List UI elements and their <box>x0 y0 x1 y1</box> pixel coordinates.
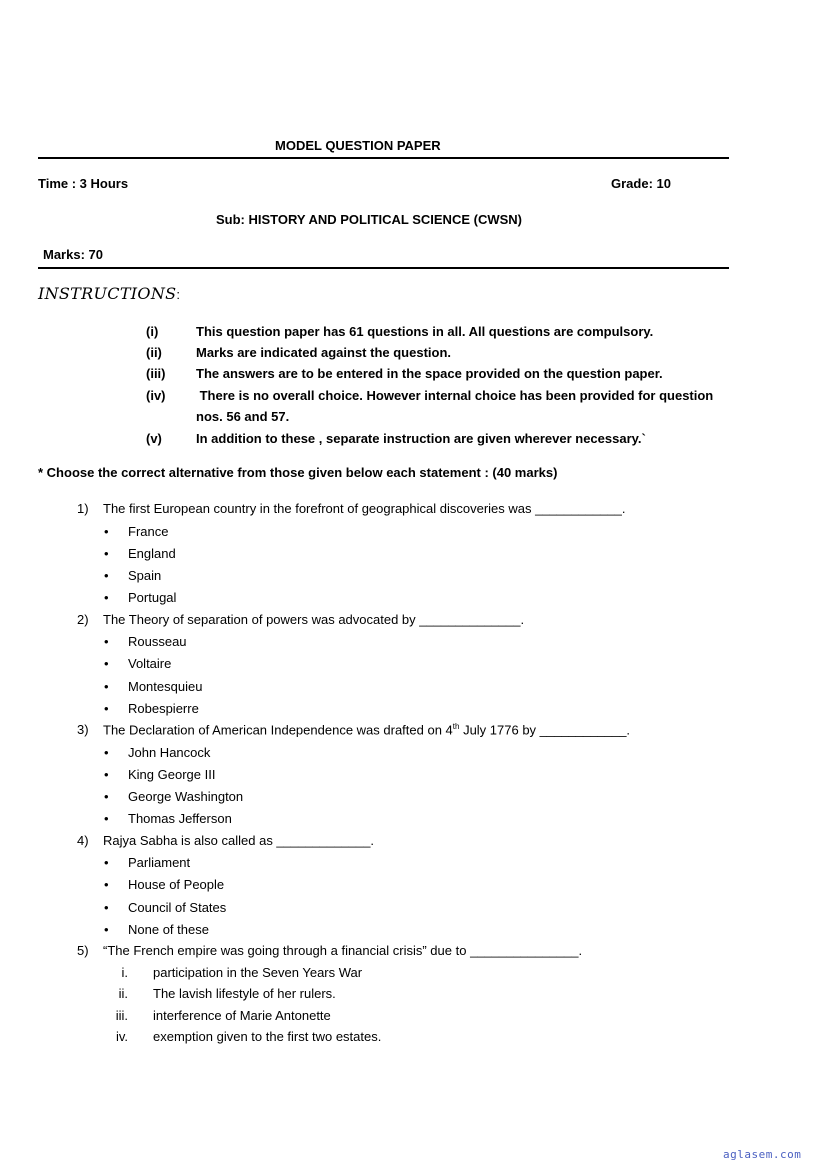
subject-label: Sub: HISTORY AND POLITICAL SCIENCE (CWSN) <box>216 212 522 227</box>
instruction-text: In addition to these , separate instruction are given wherever necessary.` <box>196 431 646 446</box>
option-item: Montesquieu <box>128 679 203 694</box>
grade-label: Grade: 10 <box>611 176 671 191</box>
question-number: 5) <box>77 943 89 958</box>
option-item: Parliament <box>128 855 191 870</box>
instruction-num: (v) <box>146 431 162 446</box>
roman-numeral: iv. <box>115 1029 128 1044</box>
instructions-colon: : <box>176 287 181 302</box>
option-item: John Hancock <box>128 745 211 760</box>
bullet-icon: • <box>104 811 109 826</box>
instructions-heading-text: INSTRUCTIONS <box>38 284 177 303</box>
bullet-icon: • <box>104 701 109 716</box>
option-item: Robespierre <box>128 701 199 716</box>
marks-label: Marks: 70 <box>43 247 103 262</box>
bullet-icon: • <box>104 900 109 915</box>
question-text <box>103 722 630 737</box>
option-item: Rousseau <box>128 634 187 649</box>
bullet-icon: • <box>104 634 109 649</box>
option-item: The lavish lifestyle of her rulers. <box>153 986 336 1001</box>
section-heading: * Choose the correct alternative from those given below each statement : (40 marks) <box>38 465 558 480</box>
bullet-icon: • <box>104 679 109 694</box>
divider-bottom <box>38 267 729 269</box>
bullet-icon: • <box>104 568 109 583</box>
instructions-heading <box>38 284 180 303</box>
instruction-num: (iv) <box>146 388 166 403</box>
ordinal-suffix: th <box>452 722 460 731</box>
option-item: Portugal <box>128 590 177 605</box>
option-item: Voltaire <box>128 656 172 671</box>
watermark-link[interactable]: aglasem.com <box>723 1148 802 1161</box>
question-text: The Theory of separation of powers was advocated by ______________. <box>103 612 525 627</box>
option-item: participation in the Seven Years War <box>153 965 363 980</box>
instruction-num: (i) <box>146 324 159 339</box>
question-text: “The French empire was going through a financial crisis” due to _______________. <box>103 943 583 958</box>
instruction-text: There is no overall choice. However internal choice has been provided for question <box>196 388 714 403</box>
time-label: Time : 3 Hours <box>38 176 129 191</box>
bullet-icon: • <box>104 656 109 671</box>
option-item: interference of Marie Antonette <box>153 1008 331 1023</box>
instruction-text: This question paper has 61 questions in all. All questions are compulsory. <box>196 324 654 339</box>
instruction-text: The answers are to be entered in the space provided on the question paper. <box>196 366 663 381</box>
question-text: Rajya Sabha is also called as _____________. <box>103 833 375 848</box>
divider-top <box>38 157 729 159</box>
bullet-icon: • <box>104 590 109 605</box>
option-item: Thomas Jefferson <box>128 811 232 826</box>
bullet-icon: • <box>104 922 109 937</box>
question-text-after: July 1776 by ____________. <box>459 722 631 738</box>
option-item: None of these <box>128 922 209 937</box>
option-item: England <box>128 546 176 561</box>
option-item: King George III <box>128 767 216 782</box>
roman-numeral: i. <box>121 965 128 980</box>
bullet-icon: • <box>104 745 109 760</box>
question-text-before: The Declaration of American Independence was drafted on 4 <box>103 722 453 738</box>
bullet-icon: • <box>104 524 109 539</box>
option-item: House of People <box>128 877 225 892</box>
question-text: The first European country in the forefront of geographical discoveries was ____________. <box>103 501 626 516</box>
question-number: 3) <box>77 722 89 737</box>
roman-numeral: ii. <box>118 986 128 1001</box>
instruction-text-cont: nos. 56 and 57. <box>196 409 290 424</box>
roman-numeral: iii. <box>115 1008 128 1023</box>
bullet-icon: • <box>104 877 109 892</box>
bullet-icon: • <box>104 789 109 804</box>
option-item: France <box>128 524 169 539</box>
option-item: Council of States <box>128 900 227 915</box>
instruction-num: (ii) <box>146 345 162 360</box>
option-item: Spain <box>128 568 162 583</box>
instruction-text: Marks are indicated against the question. <box>196 345 452 360</box>
instruction-num: (iii) <box>146 366 166 381</box>
question-number: 2) <box>77 612 89 627</box>
option-item: George Washington <box>128 789 244 804</box>
bullet-icon: • <box>104 855 109 870</box>
bullet-icon: • <box>104 546 109 561</box>
question-number: 4) <box>77 833 89 848</box>
question-number: 1) <box>77 501 89 516</box>
option-item: exemption given to the first two estates. <box>153 1029 382 1044</box>
paper-title: MODEL QUESTION PAPER <box>275 138 441 153</box>
bullet-icon: • <box>104 767 109 782</box>
